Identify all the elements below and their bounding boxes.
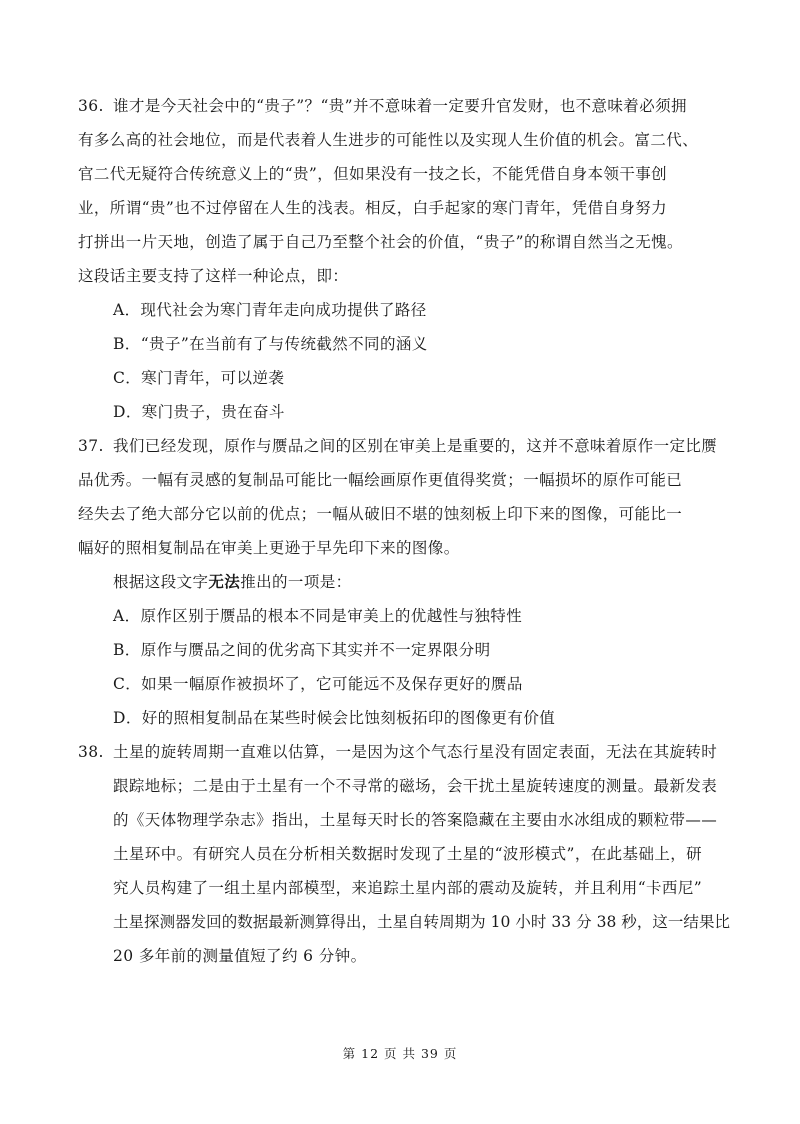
option-d: D．寒门贵子，贵在奋斗 xyxy=(113,403,285,421)
option-a: A．现代社会为寒门青年走向成功提供了路径 xyxy=(113,301,427,319)
option-b: B．“贵子”在当前有了与传统截然不同的涵义 xyxy=(113,335,428,353)
question-text-line: 我们已经发现，原作与赝品之间的区别在审美上是重要的，这并不意味着原作一定比赝 xyxy=(113,437,718,455)
question-text-line: 幅好的照相复制品在审美上更逊于早先印下来的图像。 xyxy=(78,539,460,557)
option-c: C．寒门青年，可以逆袭 xyxy=(113,369,285,387)
option-d: D．好的照相复制品在某些时候会比蚀刻板拓印的图像更有价值 xyxy=(113,709,556,727)
page-footer: 第 12 页 共 39 页 xyxy=(342,1046,458,1061)
question-text-line: 官二代无疑符合传统意义上的“贵”，但如果没有一技之长，不能凭借自身本领干事创 xyxy=(78,165,668,183)
question-number: 37. xyxy=(78,437,104,455)
question-text-line: 谁才是今天社会中的“贵子”？“贵”并不意味着一定要升官发财，也不意味着必须拥 xyxy=(113,97,687,115)
question-stem: 这段话主要支持了这样一种论点，即： xyxy=(78,267,349,285)
question-text-line: 究人员构建了一组土星内部模型，来追踪土星内部的震动及旋转，并且利用“卡西尼” xyxy=(113,879,703,897)
question-text-line: 打拼出一片天地，创造了属于自己乃至整个社会的价值，“贵子”的称谓自然当之无愧。 xyxy=(78,233,683,251)
question-text-line: 土星的旋转周期一直难以估算，一是因为这个气态行星没有固定表面，无法在其旋转时 xyxy=(113,743,718,761)
question-text-line: 经失去了绝大部分它以前的优点；一幅从破旧不堪的蚀刻板上印下来的图像，可能比一 xyxy=(78,505,683,523)
stem-prefix: 根据这段文字 xyxy=(113,573,209,591)
option-c: C．如果一幅原作被损坏了，它可能远不及保存更好的赝品 xyxy=(113,675,523,693)
question-text-line: 业，所谓“贵”也不过停留在人生的浅表。相反，白手起家的寒门青年，凭借自身努力 xyxy=(78,199,668,217)
question-text-line: 品优秀。一幅有灵感的复制品可能比一幅绘画原作更值得奖赏；一幅损坏的原作可能已 xyxy=(78,471,683,489)
stem-suffix: 推出的一项是： xyxy=(240,573,352,591)
stem-emphasis: 无法 xyxy=(208,573,241,591)
question-text-line: 土星探测器发回的数据最新测算得出，土星自转周期为 10 小时 33 分 38 秒，这一结果比 xyxy=(113,913,730,931)
question-text-line: 的《天体物理学杂志》指出，土星每天时长的答案隐藏在主要由水冰组成的颗粒带—— xyxy=(113,811,718,829)
question-number: 36. xyxy=(78,97,104,115)
question-text-line: 土星环中。有研究人员在分析相关数据时发现了土星的“波形模式”，在此基础上，研 xyxy=(113,845,703,863)
option-a: A．原作区别于赝品的根本不同是审美上的优越性与独特性 xyxy=(113,607,523,625)
question-stem xyxy=(113,572,352,592)
question-text-line: 有多么高的社会地位，而是代表着人生进步的可能性以及实现人生价值的机会。富二代、 xyxy=(78,131,699,149)
option-b: B．原作与赝品之间的优劣高下其实并不一定界限分明 xyxy=(113,641,491,659)
question-text-line: 20 多年前的测量值短了约 6 分钟。 xyxy=(113,947,367,965)
question-text-line: 跟踪地标；二是由于土星有一个不寻常的磁场，会干扰土星旋转速度的测量。最新发表 xyxy=(113,777,718,795)
question-number: 38. xyxy=(78,743,104,761)
